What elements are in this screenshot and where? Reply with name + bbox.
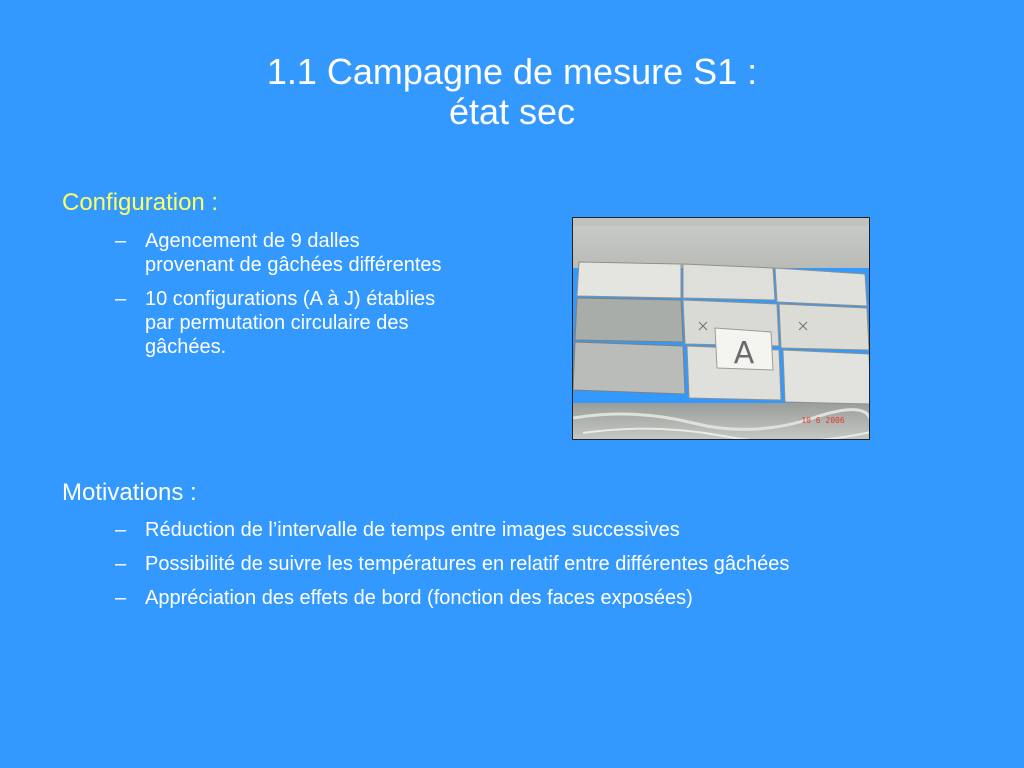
list-item-text: Agencement de 9 dalles provenant de gâchées différentes [145,230,442,276]
configuration-list [115,229,445,369]
slabs-photo [572,217,870,440]
bullet-dash: – [115,288,127,310]
configuration-heading: Configuration : [62,189,219,216]
bullet-dash: – [115,587,127,609]
motivations-heading: Motivations : [62,479,197,506]
list-item-text: Possibilité de suivre les températures en relatif entre différentes gâchées [145,553,790,575]
slide-title [0,52,1024,132]
bullet-dash: – [115,230,127,252]
photo-date-stamp: 10 6 2006 [801,416,845,425]
slide-title-line2: état sec [448,91,576,132]
bullet-dash: – [115,519,127,541]
sign-letter: A [733,336,755,371]
list-item-text: Appréciation des effets de bord (fonction des faces exposées) [145,587,693,609]
list-item-text: Réduction de l’intervalle de temps entre images successives [145,519,680,541]
slabs-photo-illustration [573,218,870,440]
slide-title-line1: 1.1 Campagne de mesure S1 : [266,51,758,92]
list-item [115,287,445,359]
bullet-dash: – [115,553,127,575]
motivations-list [115,518,895,620]
list-item [115,586,895,610]
list-item-text: 10 configurations (A à J) établies par permutation circulaire des gâchées. [145,288,436,358]
list-item [115,552,895,576]
list-item [115,229,445,277]
list-item [115,518,895,542]
